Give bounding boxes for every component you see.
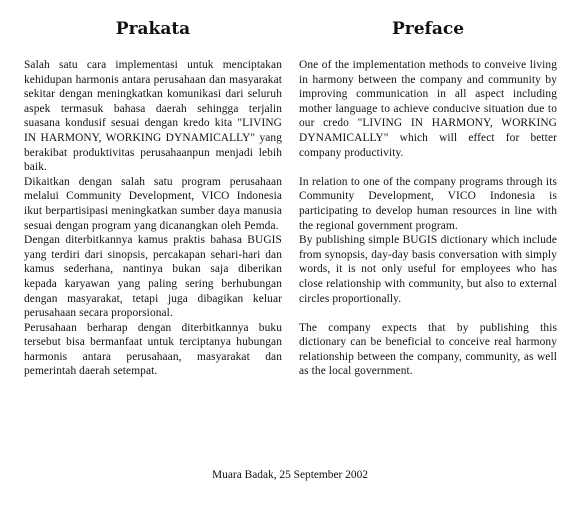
prakata-column xyxy=(24,18,282,379)
prakata-paragraph-1: Salah satu cara implementasi untuk menciptakan kehidupan harmonis antara perusahaan dan masyarakat sekitar dengan meningkatkan komunikasi dari seluruh aspek termasuk bahasa daerah sehingga terjalin suasana kondusif sesuai dengan kredo kita "LIVING IN HARMONY, WORKING DYNAMICALLY" yang berakibat produktivitas perusahaanpun menjadi lebih baik. xyxy=(24,59,282,174)
preface-paragraph-2: In relation to one of the company programs through its Community Development, VICO Indonesia is participating to develop human resources in line with the regional government program. xyxy=(299,175,557,232)
preface-paragraph-4: The company expects that by publishing this dictionary can be beneficial to conceive real harmony relationship between the company, community, as well as the local government. xyxy=(299,321,557,378)
prakata-paragraph-2: Dikaitkan dengan salah satu program perusahaan melalui Community Development, VICO Indonesia ikut berpartisipasi meningkatkan sumber daya manusia sesuai dengan program yang dicanangkan oleh Pemda. xyxy=(24,175,282,232)
paragraph-gap xyxy=(299,160,557,175)
preface-title: Preface xyxy=(391,19,465,39)
place-date: Muara Badak, 25 September 2002 xyxy=(212,469,368,481)
prakata-paragraph-3: Dengan diterbitkannya kamus praktis bahasa BUGIS yang terdiri dari sinopsis, percakapan sehari-hari dan kamus sederhana, nantinya bukan saja diberikan kepada karyawan yang paling sering berhubungan dengan masyarakat, tetapi juga dibagikan keluar perusahaan secara proporsional. xyxy=(24,234,282,320)
prakata-paragraph-4: Perusahaan berharap dengan diterbitkannya buku tersebut bisa bermanfaat untuk terciptanya hubungan harmonis antara perusahaan, masyarakat dan pemerintah daerah setempat. xyxy=(24,321,282,378)
preface-paragraph-1: One of the implementation methods to conveive living in harmony between the company and community by improving communication in all aspect including mother language to achieve conducive situation due to our credo "LIVING IN HARMONY, WORKING DYNAMICALLY" which will effect for better company productivity. xyxy=(299,59,557,159)
prakata-title: Prakata xyxy=(115,19,191,39)
preface-column xyxy=(299,18,557,379)
preface-paragraph-3: By publishing simple BUGIS dictionary which include from synopsis, day-day basis conversation with simply words, it is not only useful for employees who has close relationship with community, but also to external circles proportionally. xyxy=(299,234,557,305)
paragraph-gap xyxy=(299,306,557,321)
